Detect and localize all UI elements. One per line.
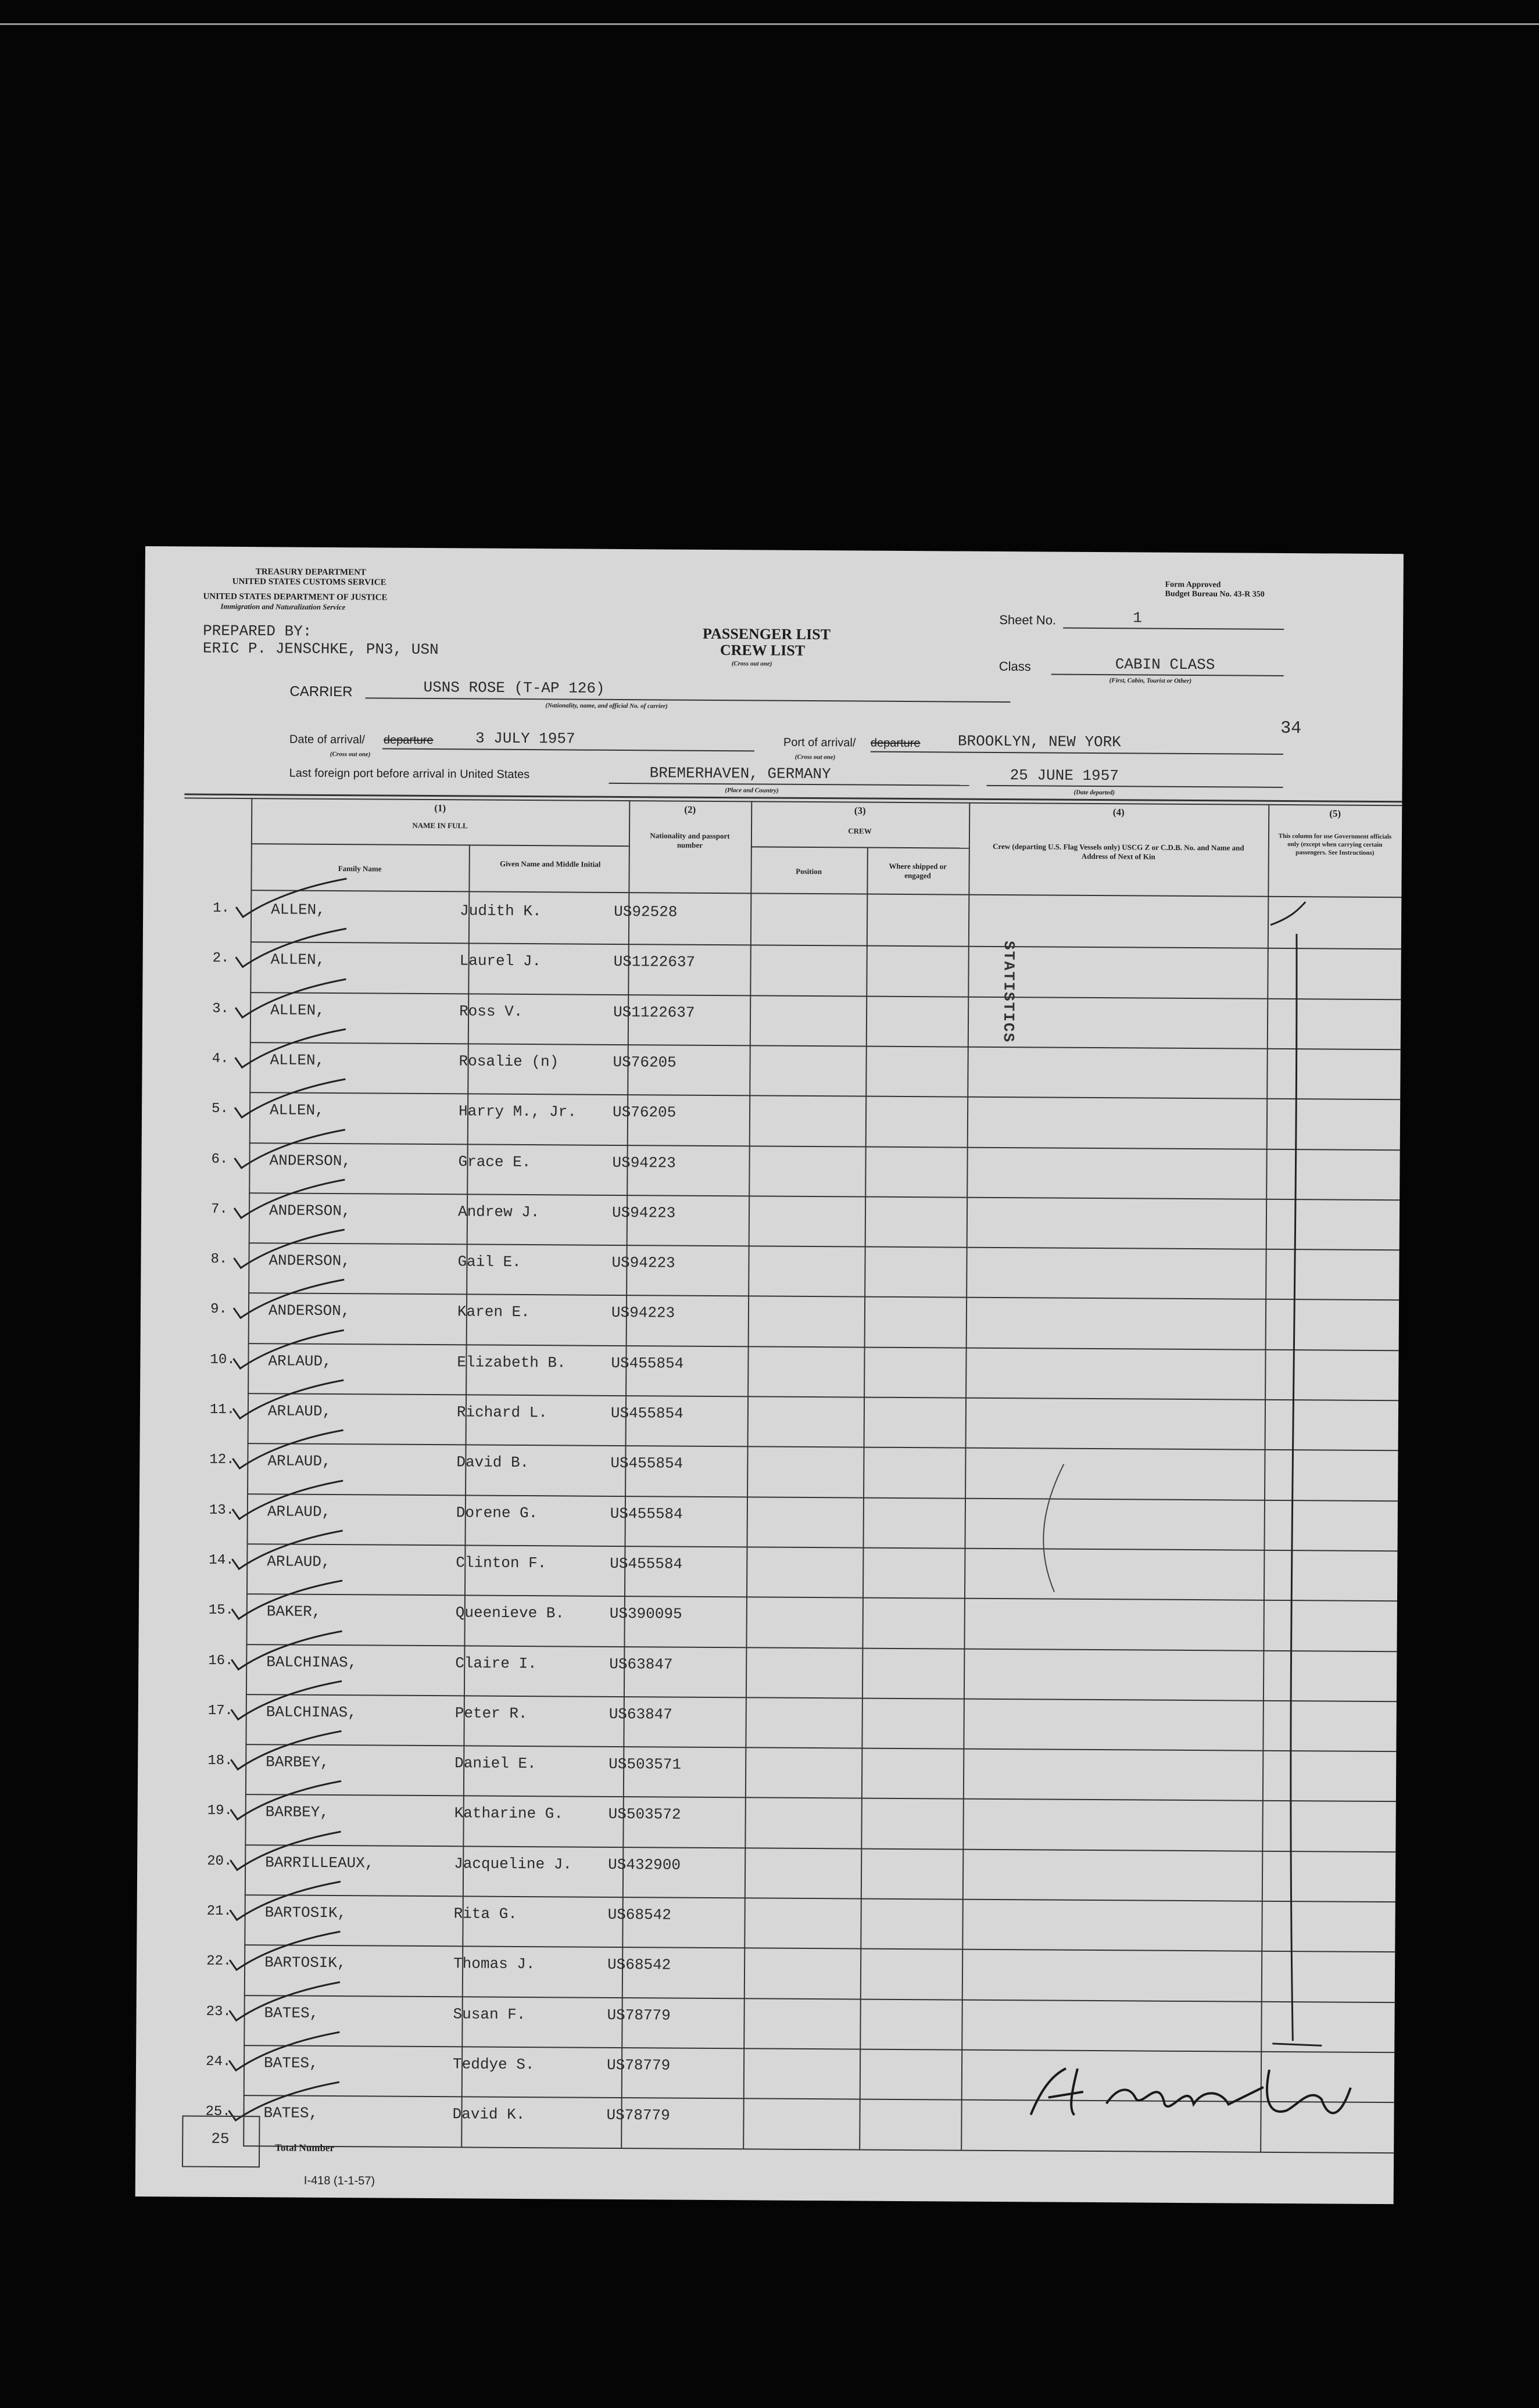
col3-shipped-header: Where shipped or engaged xyxy=(889,861,947,880)
given-name: Elizabeth B. xyxy=(457,1353,566,1372)
form-title-note: (Cross out one) xyxy=(731,660,772,668)
arrival-port-note: (Cross out one) xyxy=(794,753,836,761)
passenger-list-form xyxy=(135,546,1404,2204)
given-name: Grace E. xyxy=(458,1152,531,1171)
family-name: BARBEY, xyxy=(266,1753,330,1772)
family-name: ANDERSON, xyxy=(269,1202,351,1220)
family-name: BALCHINAS, xyxy=(266,1703,357,1722)
class-note: (First, Cabin, Tourist or Other) xyxy=(1109,677,1192,685)
arrival-port-value: BROOKLYN, NEW YORK xyxy=(957,732,1121,751)
row-number: 19. xyxy=(207,1803,233,1819)
last-port-date: 25 JUNE 1957 xyxy=(1010,766,1119,785)
signature xyxy=(1019,2051,1368,2140)
family-name: ARLAUD, xyxy=(267,1502,331,1521)
col1-family-header: Family Name xyxy=(338,864,382,873)
col1-title: NAME IN FULL xyxy=(412,820,468,830)
class-value: CABIN CLASS xyxy=(1115,655,1215,674)
last-port-value: BREMERHAVEN, GERMANY xyxy=(649,764,831,783)
passport-number: US68542 xyxy=(607,1956,671,1974)
family-name: BALCHINAS, xyxy=(266,1653,357,1671)
given-name: Daniel E. xyxy=(454,1754,536,1773)
col2-title: Nationality and passport number xyxy=(650,831,730,850)
form-code: I-418 (1-1-57) xyxy=(303,2174,375,2188)
agency-line-2: UNITED STATES CUSTOMS SERVICE xyxy=(232,576,386,587)
sheet-label: Sheet No. xyxy=(999,612,1057,628)
col1-given-header: Given Name and Middle Initial xyxy=(499,859,601,869)
row-number: 9. xyxy=(210,1302,227,1318)
family-name: BARBEY, xyxy=(265,1803,330,1822)
carrier-label: CARRIER xyxy=(289,683,353,700)
given-name: Andrew J. xyxy=(457,1203,540,1221)
given-name: Richard L. xyxy=(456,1403,548,1422)
row-number: 8. xyxy=(210,1251,228,1267)
given-name: Teddye S. xyxy=(452,2055,535,2074)
agency-line-4: Immigration and Naturalization Service xyxy=(220,601,346,612)
last-port-date-note: (Date departed) xyxy=(1073,789,1115,797)
passport-number: US94223 xyxy=(612,1153,676,1172)
film-edge-line xyxy=(0,23,1539,25)
passport-number: US1122637 xyxy=(613,953,696,972)
row-number: 24. xyxy=(205,2054,231,2070)
passport-number: US94223 xyxy=(611,1203,676,1222)
arrival-date-label: Date of arrival/ xyxy=(289,733,366,747)
family-name: ALLEN, xyxy=(269,1101,324,1120)
passport-number: US455854 xyxy=(611,1354,684,1373)
row-number: 2. xyxy=(212,951,230,967)
row-number: 20. xyxy=(207,1853,232,1869)
passport-number: US94223 xyxy=(611,1254,675,1272)
col1-number: (1) xyxy=(434,802,446,814)
pen-marks xyxy=(135,546,1404,2204)
family-name: BARTOSIK, xyxy=(264,1954,346,1972)
given-name: Thomas J. xyxy=(453,1955,535,1973)
given-name: Judith K. xyxy=(460,902,542,920)
passport-number: US390095 xyxy=(609,1605,682,1623)
family-name: ARLAUD, xyxy=(267,1452,331,1471)
given-name: Claire I. xyxy=(455,1654,537,1672)
carrier-note: (Nationality, name, and official No. of carrier) xyxy=(545,702,668,710)
arrival-port-struck: departure xyxy=(870,736,921,750)
row-number: 6. xyxy=(211,1151,228,1167)
family-name: BATES, xyxy=(263,2054,318,2072)
given-name: Rita G. xyxy=(453,1905,517,1923)
arrival-port-label: Port of arrival/ xyxy=(783,736,856,750)
passport-number: US432900 xyxy=(608,1855,681,1874)
row-number: 10. xyxy=(210,1352,235,1368)
given-name: Susan F. xyxy=(453,2005,526,2023)
last-port-label: Last foreign port before arrival in United States xyxy=(289,766,530,782)
approval-line-2: Budget Bureau No. 43-R 350 xyxy=(1165,589,1265,599)
approval-line-1: Form Approved xyxy=(1165,580,1221,590)
col3-position-header: Position xyxy=(796,866,822,876)
row-number: 18. xyxy=(207,1753,233,1769)
arrival-date-value: 3 JULY 1957 xyxy=(475,729,575,748)
form-title-passenger: PASSENGER LIST xyxy=(703,625,831,643)
given-name: David K. xyxy=(452,2105,525,2124)
given-name: Jacqueline J. xyxy=(454,1854,572,1873)
given-name: Rosalie (n) xyxy=(459,1052,559,1071)
page-number: 34 xyxy=(1280,718,1302,739)
passport-number: US455584 xyxy=(610,1554,683,1573)
row-number: 3. xyxy=(212,1001,230,1017)
row-number: 22. xyxy=(206,1953,232,1970)
given-name: Dorene G. xyxy=(456,1503,538,1522)
family-name: BARTOSIK, xyxy=(264,1904,347,1922)
given-name: Queenieve B. xyxy=(455,1604,565,1622)
agency-line-1: TREASURY DEPARTMENT xyxy=(255,567,366,578)
carrier-value: USNS ROSE (T-AP 126) xyxy=(423,678,605,697)
family-name: BATES, xyxy=(264,2004,319,2022)
family-name: BAKER, xyxy=(266,1603,321,1621)
family-name: ANDERSON, xyxy=(269,1151,352,1170)
given-name: Clinton F. xyxy=(456,1554,547,1572)
row-number: 25. xyxy=(205,2104,231,2120)
sheet-value: 1 xyxy=(1133,609,1142,627)
class-label: Class xyxy=(998,658,1031,674)
row-number: 15. xyxy=(208,1602,234,1619)
passport-number: US68542 xyxy=(607,1905,671,1924)
prepared-by-label: PREPARED BY: xyxy=(203,622,312,640)
row-number: 16. xyxy=(208,1653,234,1669)
form-title-crew: CREW LIST xyxy=(720,642,806,659)
family-name: ARLAUD, xyxy=(267,1553,331,1571)
row-number: 21. xyxy=(206,1903,232,1919)
family-name: ARLAUD, xyxy=(267,1402,332,1420)
given-name: Karen E. xyxy=(457,1303,530,1321)
row-number: 4. xyxy=(212,1051,229,1067)
family-name: ALLEN, xyxy=(270,951,325,969)
total-label: Total Number xyxy=(275,2142,335,2154)
agency-line-3: UNITED STATES DEPARTMENT OF JUSTICE xyxy=(203,592,388,603)
row-number: 14. xyxy=(209,1552,234,1568)
row-number: 12. xyxy=(209,1452,235,1468)
last-port-note: (Place and Country) xyxy=(725,787,779,794)
row-number: 11. xyxy=(209,1402,235,1418)
col5-title: This column for use Government officials only (except when carrying certain passengers. See Instructions) xyxy=(1278,832,1392,857)
row-number: 23. xyxy=(206,2004,231,2020)
passport-number: US78779 xyxy=(607,2006,671,2024)
arrival-date-struck: departure xyxy=(383,733,434,747)
passport-number: US455854 xyxy=(610,1454,683,1472)
col4-title: Crew (departing U.S. Flag Vessels only) USCG Z or C.D.B. No. and Name and Address of Next of Kin xyxy=(993,841,1244,861)
given-name: Ross V. xyxy=(459,1002,523,1020)
passport-number: US92528 xyxy=(614,902,678,921)
arrival-date-note: (Cross out one) xyxy=(330,750,371,758)
passport-number: US1122637 xyxy=(613,1003,695,1022)
passport-number: US503571 xyxy=(609,1755,682,1773)
family-name: BATES, xyxy=(263,2104,318,2123)
col4-number: (4) xyxy=(1112,807,1125,818)
col3-title: CREW xyxy=(848,826,872,836)
passport-number: US76205 xyxy=(612,1103,677,1121)
given-name: Gail E. xyxy=(457,1253,521,1271)
family-name: ANDERSON, xyxy=(269,1252,351,1270)
row-number: 1. xyxy=(213,900,230,916)
col5-number: (5) xyxy=(1329,808,1341,819)
row-number: 13. xyxy=(209,1502,235,1518)
statistics-stamp: STATISTICS xyxy=(999,940,1018,1044)
passport-number: US63847 xyxy=(609,1705,673,1723)
given-name: Peter R. xyxy=(454,1704,528,1722)
passport-number: US455854 xyxy=(610,1404,683,1422)
passport-number: US455584 xyxy=(610,1504,683,1523)
total-value: 25 xyxy=(211,2130,230,2148)
family-name: BARRILLEAUX, xyxy=(265,1853,374,1872)
prepared-by-name: ERIC P. JENSCHKE, PN3, USN xyxy=(202,639,439,659)
family-name: ARLAUD, xyxy=(268,1352,332,1370)
family-name: ALLEN, xyxy=(270,1001,325,1019)
col3-number: (3) xyxy=(854,805,866,816)
row-number: 7. xyxy=(210,1201,228,1217)
row-number: 17. xyxy=(207,1703,234,1719)
given-name: Laurel J. xyxy=(459,952,542,970)
passport-number: US76205 xyxy=(613,1053,677,1072)
family-name: ALLEN, xyxy=(271,901,325,919)
passport-number: US78779 xyxy=(606,2106,670,2124)
family-name: ALLEN, xyxy=(270,1051,325,1069)
passport-number: US78779 xyxy=(606,2056,671,2074)
col2-number: (2) xyxy=(684,804,696,815)
passport-number: US503572 xyxy=(608,1805,681,1824)
row-number: 5. xyxy=(212,1101,228,1117)
passport-number: US63847 xyxy=(609,1655,673,1674)
passport-number: US94223 xyxy=(611,1304,675,1322)
given-name: Harry M., Jr. xyxy=(458,1102,577,1121)
given-name: David B. xyxy=(456,1453,529,1472)
given-name: Katharine G. xyxy=(454,1804,564,1823)
family-name: ANDERSON, xyxy=(268,1302,350,1320)
